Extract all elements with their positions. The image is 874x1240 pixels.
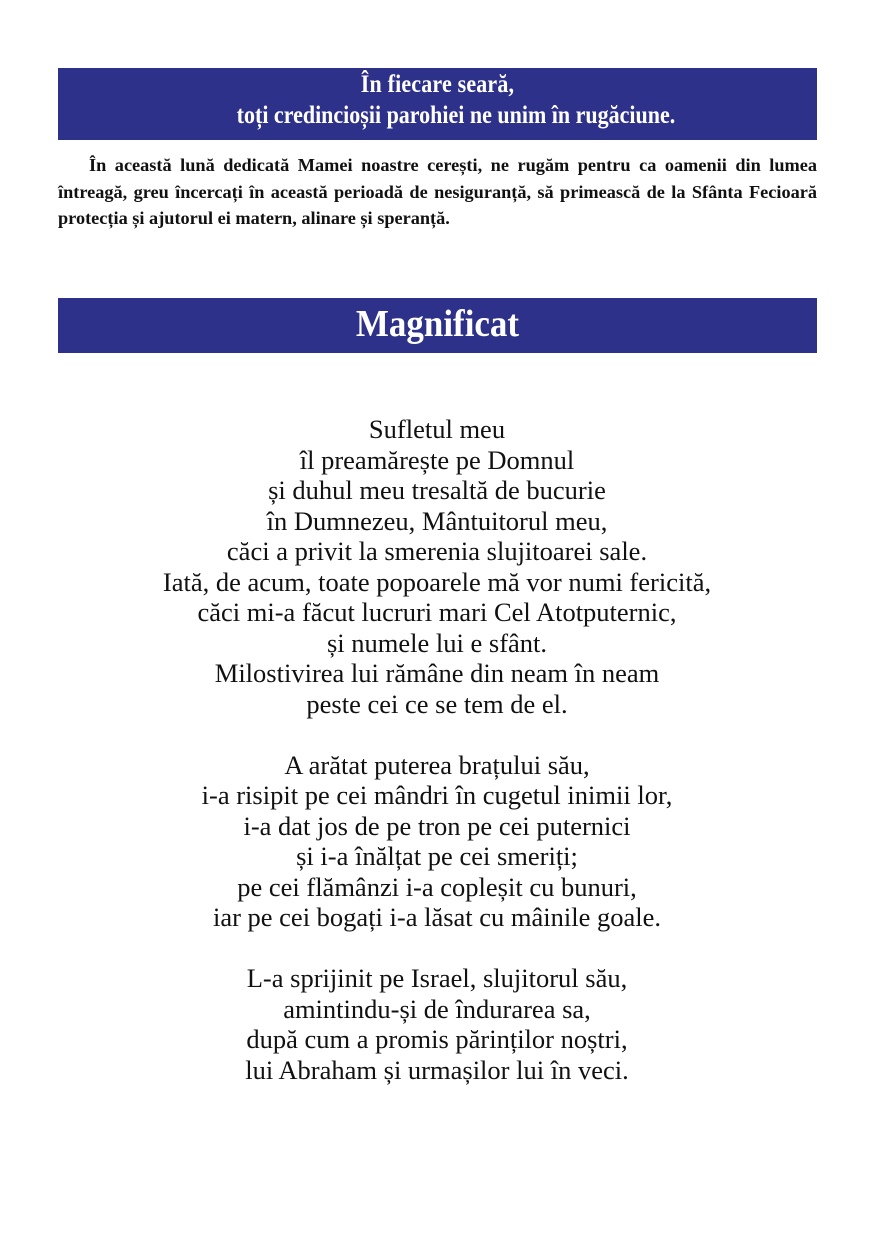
poem-line: căci mi-a făcut lucruri mari Cel Atotputernic, — [197, 597, 677, 627]
poem-line: amintindu-și de îndurarea sa, — [283, 993, 591, 1024]
poem-text — [40, 414, 834, 1116]
poem-line: și i-a înălțat pe cei smeriți; — [296, 841, 578, 871]
poem-line: după cum a promis părinților noștri, — [246, 1024, 628, 1054]
poem-line: lui Abraham și urmașilor lui în veci. — [245, 1054, 629, 1085]
poem-line: i-a dat jos de pe tron pe cei puternici — [243, 810, 631, 841]
poem-line: A arătat puterea brațului său, — [284, 749, 590, 780]
poem-line: Iată, de acum, toate popoarele mă vor numi fericită, — [162, 566, 712, 597]
poem-stanza-2 — [40, 750, 834, 933]
poem-line: îl preamărește pe Domnul — [299, 444, 575, 475]
title-banner — [58, 298, 817, 353]
header-banner-line-2: toți credincioșii parohiei ne unim în rugăciune. — [236, 102, 676, 129]
poem-line: Milostivirea lui rămâne din neam în neam — [214, 658, 660, 688]
poem-line: L-a sprijinit pe Israel, slujitorul său, — [246, 963, 628, 993]
poem-line: în Dumnezeu, Mântuitorul meu, — [266, 505, 608, 536]
poem-stanza-3 — [40, 963, 834, 1085]
page-title: Magnificat — [355, 303, 520, 345]
poem-line: peste cei ce se tem de el. — [306, 688, 568, 719]
poem-line: Sufletul meu — [368, 414, 506, 444]
poem-line: iar pe cei bogați i-a lăsat cu mâinile goale. — [212, 902, 662, 932]
poem-line: și numele lui e sfânt. — [326, 627, 548, 658]
header-banner-line-1: În fiecare seară, — [360, 71, 515, 98]
intro-paragraph: În această lună dedicată Mamei noastre cerești, ne rugăm pentru ca oamenii din lumea întreagă, greu încercați în această perioadă de nesiguranță, să primească de la Sfânta Fecioară protecția și ajutorul ei matern, alinare și speranță. — [58, 155, 817, 228]
poem-line: i-a risipit pe cei mândri în cugetul inimii lor, — [201, 780, 673, 810]
poem-line: și duhul meu tresaltă de bucurie — [268, 475, 606, 505]
poem-stanza-1 — [40, 414, 834, 719]
poem-line: pe cei flămânzi i-a copleșit cu bunuri, — [237, 871, 637, 902]
header-banner — [58, 68, 817, 140]
poem-line: căci a privit la smerenia slujitoarei sale. — [226, 536, 648, 566]
